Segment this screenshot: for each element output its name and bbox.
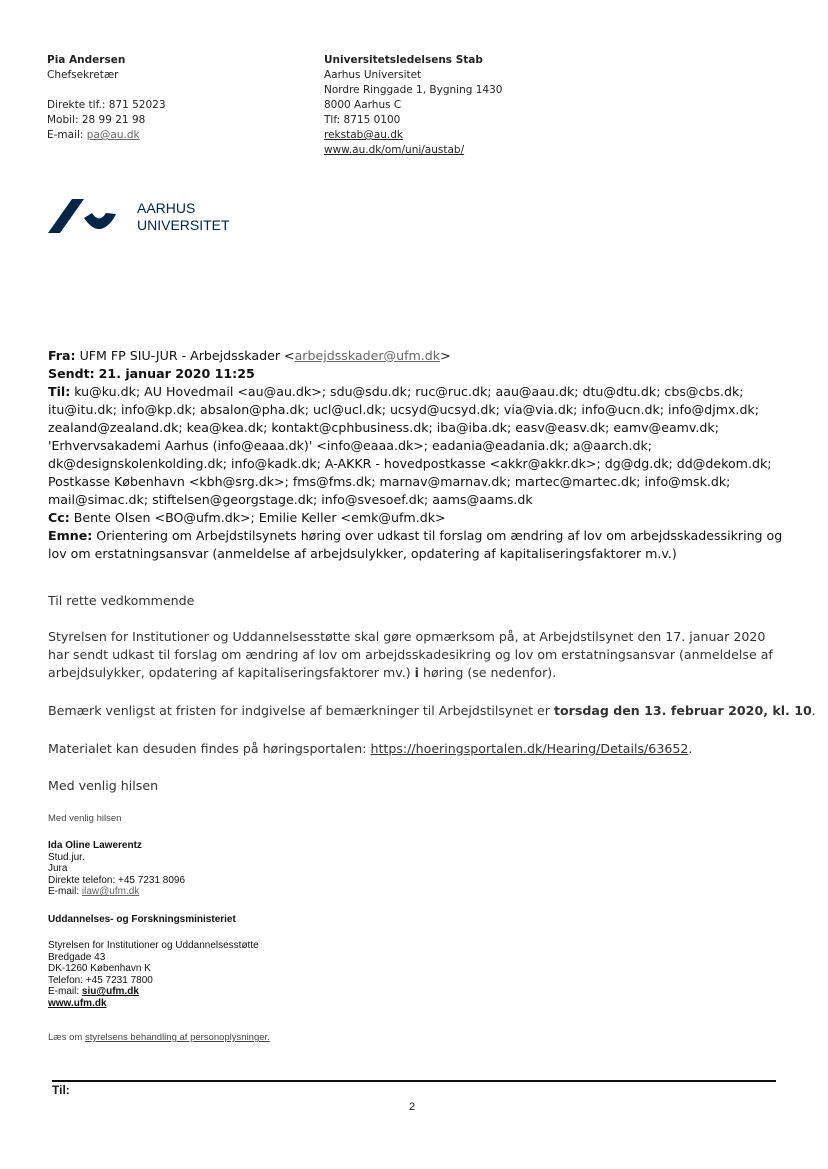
body-paragraph-1 (48, 628, 773, 682)
sent-label: Sendt: (48, 366, 95, 381)
privacy-note (48, 1032, 270, 1043)
cc-label: Cc: (48, 510, 70, 525)
subject-line-2: lov om erstatningsansvar (anmeldelse af arbejdsulykker, opdatering af kapitaliseringsfaktorer m.v.) (48, 546, 677, 561)
org-phone: Tlf: 8715 0100 (324, 114, 401, 126)
agency-city: DK-1260 København K (48, 963, 151, 975)
cc-value[interactable]: Bente Olsen <BO@ufm.dk>; Emilie Keller <emk@ufm.dk> (73, 510, 446, 525)
paragraph-text: . (688, 741, 693, 756)
to-label: Til: (48, 384, 71, 399)
org-university: Aarhus Universitet (324, 69, 422, 81)
signer-email-row (48, 886, 185, 898)
privacy-text: Læs om (48, 1032, 85, 1043)
signer-phone: Direkte telefon: +45 7231 8096 (48, 874, 186, 886)
ministry-name (48, 914, 236, 926)
org-city: 8000 Aarhus C (324, 99, 402, 111)
agency-block (48, 940, 259, 1010)
signer-title: Stud.jur. (48, 851, 85, 863)
deadline-text: torsdag den 13. februar 2020, kl. 10 (553, 703, 812, 718)
hearing-portal-link[interactable]: https://hoeringsportalen.dk/Hearing/Details/63652 (370, 741, 689, 756)
to-recipients-line[interactable]: itu@itu.dk; info@kp.dk; absalon@pha.dk; ucl@ucl.dk; ucsyd@ucsyd.dk; via@via.dk; info@ucn.dk; info@djmx.dk; (48, 402, 759, 417)
signer-email-label: E-mail: (48, 886, 82, 898)
to-recipients-line[interactable]: mail@simac.dk; stiftelsen@georgstage.dk; info@svesoef.dk; aams@aams.dk (48, 492, 533, 507)
to-recipients-line[interactable]: Postkasse København <kbh@srg.dk>; fms@fms.dk; marnav@marnav.dk; martec@martec.dk; info@msk.dk; (48, 474, 731, 489)
sent-value: 21. januar 2020 11:25 (98, 366, 255, 381)
to-recipients-line[interactable]: zealand@zealand.dk; kea@kea.dk; kontakt@cphbusiness.dk; iba@iba.dk; easv@easv.dk; eamv@eamv.dk; (48, 420, 719, 435)
sender-block (47, 53, 166, 143)
to-row (48, 383, 782, 401)
paragraph-line: Styrelsen for Institutioner og Uddannelsesstøtte skal gøre opmærksom på, at Arbejdstilsynet den 17. januar 2020 (48, 629, 766, 644)
agency-email-row (48, 986, 259, 998)
subject-line-1: Orientering om Arbejdstilsynets høring over udkast til forslag om ændring af lov om arbejdsskadessikring og (96, 528, 783, 543)
signer-email-link[interactable]: ilaw@ufm.dk (81, 886, 140, 898)
agency-name: Styrelsen for Institutioner og Uddannelsesstøtte (48, 940, 259, 951)
to-recipients-line[interactable]: dk@designskolenkolding.dk; info@kadk.dk; A-AKKR - hovedpostkasse <akkr@akkr.dk>; dg@dg.dk; dd@dekom.dk; (48, 456, 772, 471)
sender-name: Pia Andersen (47, 54, 126, 66)
signer-field: Jura (48, 863, 68, 875)
to-recipients-line[interactable]: 'Erhvervsakademi Aarhus (info@eaaa.dk)' <info@eaaa.dk>; eadania@eadania.dk; a@aarch.dk; (48, 438, 653, 453)
org-name: Universitetsledelsens Stab (324, 54, 483, 66)
signer-name: Ida Oline Lawerentz (48, 840, 142, 851)
body-paragraph-2 (48, 702, 816, 720)
au-logo-icon (48, 196, 120, 236)
subject-label: Emne: (48, 528, 93, 543)
subject-row (48, 527, 782, 545)
sender-email-link[interactable]: pa@au.dk (86, 129, 140, 141)
paragraph-text: Materialet kan desuden findes på høringsportalen: (48, 741, 371, 756)
paragraph-line: har sendt udkast til forslag om ændring af lov om arbejdsskadesikring og lov om erstatningsansvar (anmeldelse af (48, 647, 773, 662)
sent-row (48, 365, 782, 383)
agency-email-label: E-mail: (48, 986, 82, 998)
paragraph-text: høring (se nedenfor). (418, 665, 557, 680)
closing: Med venlig hilsen (48, 778, 159, 793)
footer-divider (52, 1080, 776, 1082)
org-email-link[interactable]: rekstab@au.dk (324, 129, 403, 141)
signature-person (48, 840, 185, 898)
paragraph-text: . (811, 703, 816, 718)
agency-web-link[interactable]: www.ufm.dk (48, 997, 107, 1009)
body-paragraph-3 (48, 740, 692, 758)
page-number: 2 (409, 1101, 416, 1113)
agency-phone: Telefon: +45 7231 7800 (48, 974, 153, 986)
aarhus-university-logo (48, 196, 248, 240)
agency-street: Bredgade 43 (48, 951, 106, 963)
org-block (324, 53, 502, 158)
cc-row (48, 509, 782, 527)
to-recipients-line[interactable]: ku@ku.dk; AU Hovedmail <au@au.dk>; sdu@sdu.dk; ruc@ruc.dk; aau@aau.dk; dtu@dtu.dk; cbs@cbs.dk; (74, 384, 744, 399)
from-row (48, 347, 782, 365)
ministry-title: Uddannelses- og Forskningsministeriet (48, 914, 236, 925)
paragraph-line (48, 664, 773, 682)
closing-small: Med venlig hilsen (48, 813, 122, 824)
logo-line-2: UNIVERSITET (137, 217, 230, 233)
sender-title: Chefsekretær (47, 69, 119, 81)
agency-email-link[interactable]: siu@ufm.dk (81, 986, 139, 998)
org-street: Nordre Ringgade 1, Bygning 1430 (324, 84, 503, 96)
paragraph-bold: i (414, 665, 419, 680)
footer-til-label: Til: (52, 1083, 70, 1097)
org-web-link[interactable]: www.au.dk/om/uni/austab/ (324, 144, 465, 156)
sender-direct-phone: Direkte tlf.: 871 52023 (47, 99, 166, 111)
sender-email-row (47, 128, 166, 143)
email-header (48, 347, 782, 563)
from-email-link[interactable]: arbejdsskader@ufm.dk (294, 348, 441, 363)
sender-mobile: Mobil: 28 99 21 98 (47, 114, 146, 126)
from-label: Fra: (48, 348, 76, 363)
paragraph-text: Bemærk venligst at fristen for indgivelse af bemærkninger til Arbejdstilsynet er (48, 703, 554, 718)
sender-email-label: E-mail: (47, 129, 87, 141)
from-value: UFM FP SIU-JUR - Arbejdsskader < (79, 348, 295, 363)
privacy-link[interactable]: styrelsens behandling af personoplysninger. (84, 1032, 270, 1043)
paragraph-text: arbejdsulykker, opdatering af kapitaliseringsfaktorer mv.) (48, 665, 415, 680)
logo-line-1: AARHUS (137, 200, 196, 216)
greeting: Til rette vedkommende (48, 593, 195, 608)
from-value-end: > (440, 348, 451, 363)
